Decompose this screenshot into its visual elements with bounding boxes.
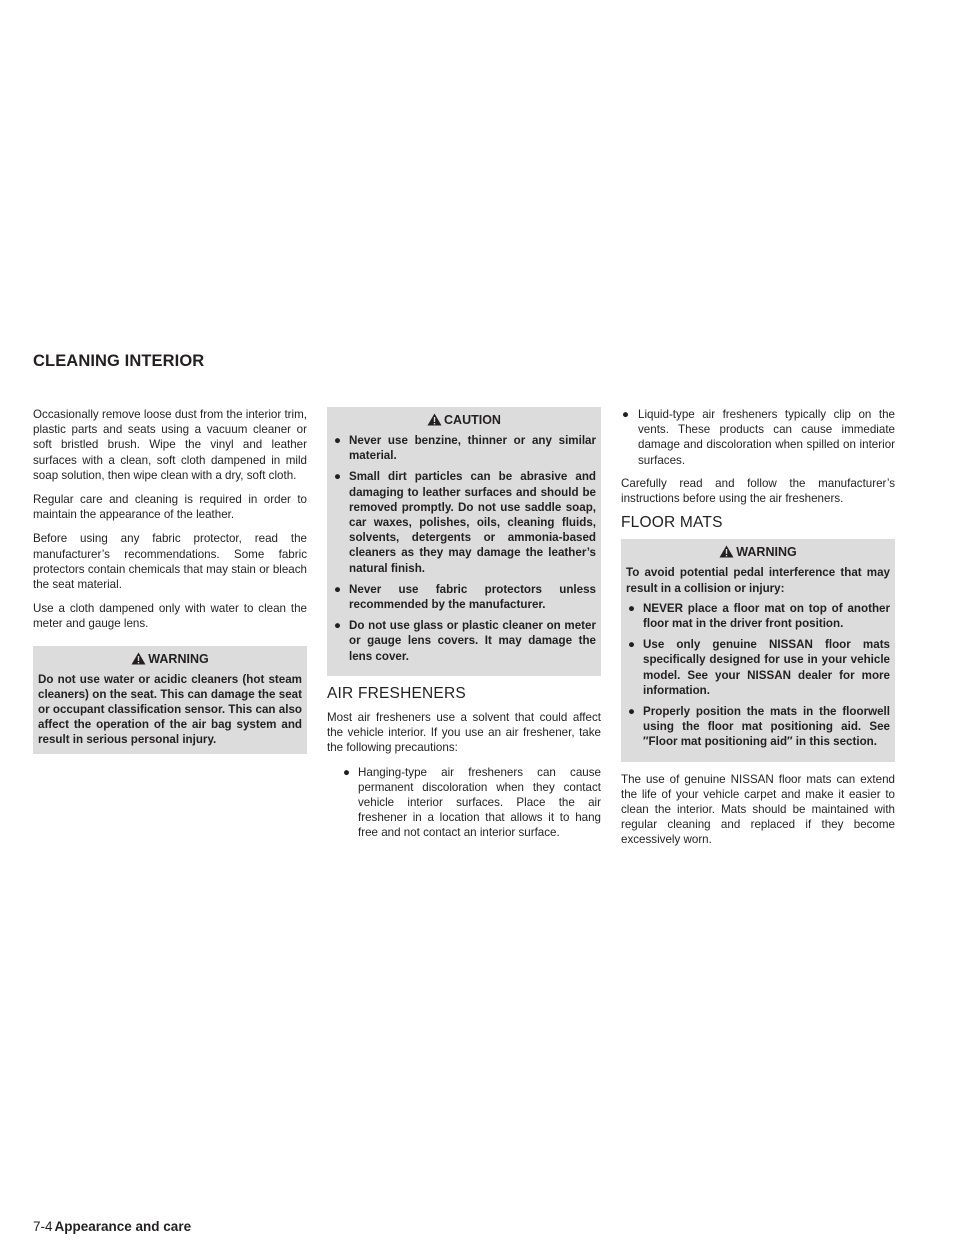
- list-item: ● Hanging-type air fresheners can cause permanent discoloration when they contact vehicle interior surfaces. Place the air freshener in a location that allows it to hang free and not contact an interior surface.: [343, 765, 601, 840]
- warning-box: [33, 646, 307, 754]
- bullet: ●: [334, 619, 342, 633]
- paragraph: The use of genuine NISSAN floor mats can extend the life of your vehicle carpet and make it easier to clean the interior. Mats should be maintained with regular cleaning and replaced if they become excessively worn.: [621, 772, 895, 847]
- list-item: ● Never use fabric protectors unless recommended by the manufacturer.: [334, 582, 596, 612]
- bullet: ●: [343, 765, 351, 779]
- warning-heading-text: WARNING: [736, 545, 797, 560]
- warning-triangle-icon: [427, 413, 442, 426]
- warning-heading: [33, 646, 307, 670]
- bullet: ●: [628, 638, 636, 652]
- warning-triangle-icon: [719, 545, 734, 558]
- paragraph: Before using any fabric protector, read the manufacturer’s recommendations. Some fabric protectors contain chemicals that may stain or bleach the seat material.: [33, 532, 307, 592]
- footer-section: Appearance and care: [54, 1219, 192, 1234]
- air-freshener-list-continued: [621, 407, 895, 468]
- list-item: ● Small dirt particles can be abrasive and damaging to leather surfaces and should be removed promptly. Do not use saddle soap, car waxes, polishes, oils, cleaning fluids, solvents, detergents or ammonia-based cleaners as they may damage the leather’s natural finish.: [334, 470, 596, 575]
- paragraph: Most air fresheners use a solvent that could affect the vehicle interior. If you use an air freshener, take the following precautions:: [327, 711, 601, 755]
- section-title: CLEANING INTERIOR: [33, 352, 205, 370]
- floor-mats-heading: FLOOR MATS: [621, 514, 723, 532]
- caution-list: [332, 433, 596, 664]
- paragraph: Use a cloth dampened only with water to clean the meter and gauge lens.: [33, 602, 307, 631]
- warning-body: [621, 563, 895, 749]
- list-item: ● NEVER place a floor mat on top of another floor mat in the driver front position.: [628, 601, 890, 631]
- warning-heading: [621, 539, 895, 563]
- list-item: ● Never use benzine, thinner or any similar material.: [334, 434, 596, 463]
- bullet: ●: [334, 582, 342, 596]
- bullet: ●: [628, 705, 636, 719]
- warning-list: [626, 601, 890, 750]
- warning-text: Do not use water or acidic cleaners (hot steam cleaners) on the seat. This can damage the seat or occupant classification sensor. This can also affect the operation of the air bag system and result in serious personal injury.: [38, 672, 302, 747]
- caution-heading-text: CAUTION: [444, 413, 501, 427]
- air-fresheners-heading: AIR FRESHENERS: [327, 684, 466, 702]
- list-item: ● Properly position the mats in the floorwell using the floor mat positioning aid. See ″Floor mat positioning aid″ in this section.: [628, 705, 890, 749]
- column-2: [327, 407, 601, 849]
- warning-triangle-icon: [131, 652, 146, 665]
- paragraph: Occasionally remove loose dust from the interior trim, plastic parts and seats using a vacuum cleaner or soft bristled brush. Wipe the vinyl and leather surfaces with a clean, soft cloth dampened in mild soap solution, then wipe clean with a dry, soft cloth.: [33, 408, 307, 482]
- caution-body: [327, 431, 601, 664]
- column-3: [621, 407, 895, 857]
- warning-heading-text: WARNING: [148, 651, 209, 666]
- bullet: ●: [628, 601, 636, 615]
- list-item: ● Liquid-type air fresheners typically clip on the vents. These products can cause immediate damage and discoloration when spilled on interior surfaces.: [622, 408, 895, 467]
- floor-mats-warning-box: [621, 539, 895, 761]
- air-freshener-list: [327, 765, 601, 841]
- paragraph: Carefully read and follow the manufacturer’s instructions before using the air fresheners.: [621, 476, 895, 506]
- column-1: [33, 407, 307, 764]
- bullet: ●: [622, 408, 630, 421]
- list-item: ● Do not use glass or plastic cleaner on meter or gauge lens covers. It may damage the lens cover.: [334, 619, 596, 663]
- caution-box: [327, 407, 601, 676]
- caution-heading: [327, 407, 601, 431]
- paragraph: Regular care and cleaning is required in order to maintain the appearance of the leather.: [33, 493, 307, 522]
- page-footer: [33, 1219, 191, 1234]
- list-item: ● Use only genuine NISSAN floor mats specifically designed for use in your vehicle model. See your NISSAN dealer for more information.: [628, 638, 890, 697]
- bullet: ●: [334, 434, 342, 447]
- bullet: ●: [334, 470, 342, 484]
- page-number: 7-4: [33, 1219, 53, 1234]
- warning-intro: To avoid potential pedal interference that may result in a collision or injury:: [626, 566, 890, 595]
